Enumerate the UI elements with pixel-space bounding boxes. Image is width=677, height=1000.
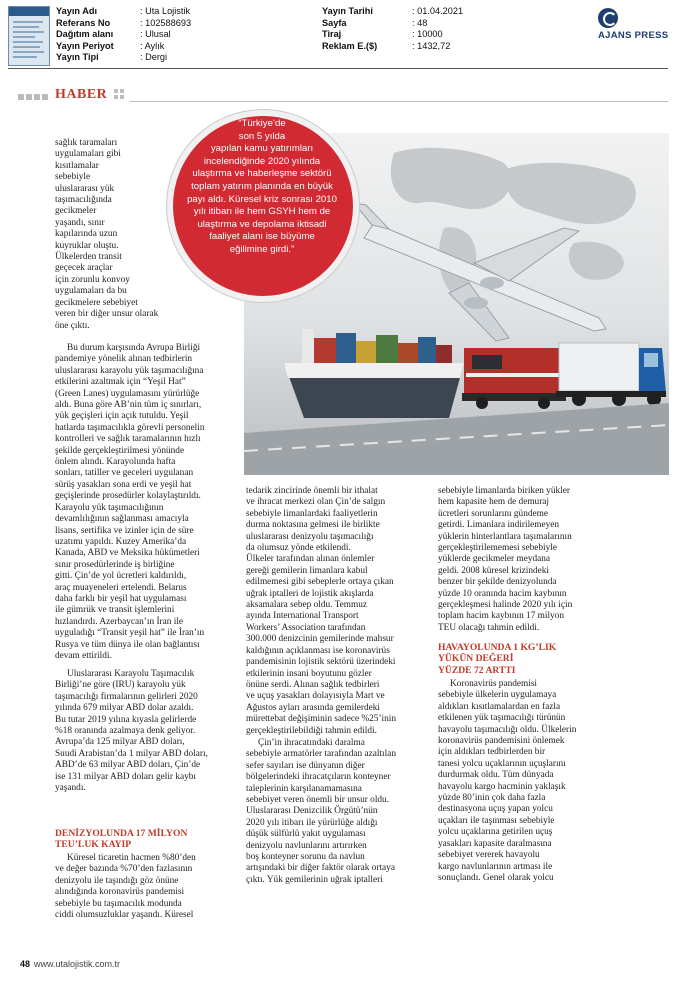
text-line: kuyruklar oluştu.: [55, 240, 119, 251]
text-line: ücretleri sorunlarını gündeme: [438, 508, 548, 519]
meta-value: : 102588693: [140, 17, 192, 28]
text-line: gerçekleştirilememesi sebebiyle: [438, 543, 558, 554]
text-line: destinasyona uçuş yapan yolcu: [438, 804, 553, 815]
text-line: sebebiyet vererek havayolu: [438, 850, 540, 861]
text-line: daha farklı bir yeşil hat uygulaması: [55, 593, 187, 604]
text-line: Birliği’ne göre (IRU) karayolu yük: [55, 680, 186, 691]
text-line: Karayolu yük taşımacılığının: [55, 502, 164, 513]
text-line: sebebiyle ülkelerin uygulamaya: [438, 690, 557, 701]
text-line: yolcu uçaklarına getirilen uçuş: [438, 827, 553, 838]
section-square: [42, 94, 48, 100]
text-line: da olumsuz yönde etkilendi.: [246, 543, 351, 554]
text-line: mürettebat değişiminin sadece %25’inin: [246, 714, 396, 725]
text-line: havayolu kargo hacminin yaklaşık: [438, 781, 566, 792]
meta-value: : Aylık: [140, 40, 165, 51]
text-line: önüne serdi. Alınan sağlık tedbirleri: [246, 679, 380, 690]
text-line: için zorunlu konvoy: [55, 274, 130, 285]
section-square: [26, 94, 32, 100]
column-2-paragraph-1: [246, 486, 436, 737]
text-line: şekilde gerçekleştirilmesi yönünde: [55, 445, 185, 456]
text-line: taleplerinin karşılanamamasına: [246, 783, 362, 794]
meta-value: : 48: [412, 17, 428, 28]
text-line: edilmemesi gibi sebeplerle ortaya çıkan: [246, 577, 394, 588]
text-line: Suudi Arabistan’da 1 milyar ABD doları,: [55, 748, 208, 759]
text-line: TEU olacağı tahmin edildi.: [438, 622, 540, 633]
text-line: Uluslararası Denizcilik Örgütü’nün: [246, 806, 378, 817]
text-line: öne çıktı.: [55, 320, 90, 331]
meta-row: [56, 29, 191, 41]
column-1-paragraph-3: [55, 669, 241, 794]
text-line: bölgelerindeki ihracatçıların konteyner: [246, 772, 391, 783]
meta-row: [322, 29, 463, 41]
text-line: havayolu taşımacılığı oldu. Ülkelerin: [438, 724, 577, 735]
text-line: taşımacılığı firmalarının gelirleri 2020: [55, 691, 198, 702]
text-line: ve değer bazında %70’den fazlasının: [55, 864, 193, 875]
text-line: Koronavirüs pandemisi: [450, 679, 538, 689]
text-line: etkilerini azaltmak için “Yeşil Hat”: [55, 377, 186, 388]
text-line: hatlarda taşımacılıkla görevli personelin: [55, 422, 205, 433]
meta-row: [322, 41, 463, 53]
quote-line: yılı itibarı ile hem GSYH hem de: [193, 206, 331, 218]
quote-line: yapılan kamu yatırımları: [210, 143, 314, 155]
text-line: devamlılığının sağlanması amacıyla: [55, 514, 189, 525]
text-line: %18 oranında azalmaya denk geliyor.: [55, 726, 196, 737]
text-line: sınır prosedürlerinde iş birliğine: [55, 559, 175, 570]
quote-line: eğilimine girdi.”: [229, 243, 295, 255]
text-line: koronavirüs pandemisini önlemek: [438, 736, 565, 747]
text-line: aldı. Buna göre AB’nin tüm iç sınırları,: [55, 400, 202, 411]
meta-label: Reklam E.($): [322, 40, 378, 51]
heading-line: TEU’LUK KAYIP: [55, 839, 132, 851]
text-line: yılında 679 milyar ABD dolar azaldı.: [55, 703, 194, 714]
meta-label: Dağıtım alanı: [56, 29, 114, 40]
text-line: yüklerde gecikmeler meydana: [438, 554, 551, 565]
text-line: pandemisinin lojistik sektörü üzerindeki: [246, 657, 396, 668]
quote-line: toplam yatırım planında en büyük: [191, 180, 333, 192]
text-line: tedarik zincirinde önemli bir ithalat: [246, 486, 378, 496]
heading-havayolu: [438, 642, 628, 676]
column-3-paragraph-2: [438, 679, 628, 884]
text-line: kısıtlamalar: [55, 160, 99, 171]
text-line: denizyolu navlunlarını artırırken: [246, 840, 367, 851]
text-line: aksamalara sebep oldu. Temmuz: [246, 600, 368, 611]
text-line: tanesi yolcu uçaklarının uçuşlarını: [438, 758, 566, 769]
column-2-paragraph-2: [246, 738, 436, 886]
text-line: Ülkelerden transit: [55, 252, 122, 263]
text-line: etkilerinin insani boyutunu gözler: [246, 668, 372, 679]
text-line: veren bir diğer unsur olarak: [55, 309, 159, 320]
text-line: Kanada, ABD ve Meksika hükümetleri: [55, 548, 200, 559]
text-line: denizyolu ile taşındığı göz önüne: [55, 875, 179, 886]
quote-line: ulaştırma ve depolama iktisadi: [197, 218, 327, 230]
meta-row: [322, 18, 463, 30]
text-line: Rusya ve tüm dünya ile olan bağlantısı: [55, 639, 200, 650]
text-line: boş konteyner sorunu da navlun: [246, 852, 365, 863]
quote-line: payı aldı. Küresel kriz sonrası 2010: [187, 193, 337, 205]
publication-thumbnail: [8, 6, 50, 66]
meta-row: [56, 6, 191, 18]
text-line: yüzde 10 oranında hacim kaybının: [438, 588, 567, 599]
text-line: taşımacılığında: [55, 195, 112, 206]
meta-label: Tiraj: [322, 29, 342, 40]
text-line: alındığında koronavirüs pandemisi: [55, 887, 185, 898]
quote-line: incelendiğinde 2020 yılında: [203, 155, 321, 167]
text-line: için aldıkları tedbirlerden bir: [438, 747, 546, 758]
text-line: lisans, sertifika ve izinler için de süre: [55, 525, 194, 536]
text-line: geldi. 2008 küresel krizindeki: [438, 565, 550, 576]
meta-label: Yayın Adı: [56, 6, 98, 16]
text-line: hızlandırdı. Azerbaycan’ın İran ile: [55, 616, 184, 627]
text-line: sebebiyet veren önemli bir unsur oldu.: [246, 795, 390, 806]
text-line: kapılarında uzun: [55, 229, 118, 240]
text-line: ayında International Transport: [246, 611, 359, 622]
quote-line: faaliyet alanı ise büyüme: [209, 231, 315, 243]
meta-right: [322, 6, 463, 52]
text-line: yüklerin hinterlantlara taşımalarının: [438, 531, 572, 542]
text-line: (Green Lanes) uygulamasını yürürlüğe: [55, 388, 200, 399]
meta-row: [56, 41, 191, 53]
text-line: pandemiye yönelik alınan tedbirlerin: [55, 354, 193, 365]
meta-row: [56, 52, 191, 64]
text-line: Çin’in ihracatındaki daralma: [258, 738, 365, 748]
meta-value: : 01.04.2021: [412, 6, 464, 16]
heading-line: DENİZYOLUNDA 17 MİLYON: [55, 828, 188, 839]
text-line: Bu durum karşısında Avrupa Birliği: [67, 343, 201, 353]
meta-value: : Uta Lojistik: [140, 6, 191, 16]
section-square: [34, 94, 40, 100]
text-line: Uluslararası Karayolu Taşımacılık: [67, 669, 195, 679]
text-line: sonları, tatiller ve geceleri uygulanan: [55, 468, 194, 479]
text-line: ile gümrük ve transit işlemlerini: [55, 605, 175, 616]
quote-line: ulaştırma ve haberleşme sektörü: [192, 168, 332, 180]
text-line: durma noktasına gelmesi ile birlikte: [246, 520, 380, 531]
text-line: uluslararası yük: [55, 183, 115, 194]
text-line: sebebiyle limanlardaki faaliyetlerin: [246, 508, 378, 519]
header-divider: [8, 68, 668, 69]
text-line: gerçekleştirilebildiği tahmin edildi.: [246, 725, 377, 736]
text-line: Avrupa’da 125 milyar ABD doları,: [55, 737, 185, 748]
quote-line: son 5 yılda: [238, 130, 286, 142]
text-line: kontrolleri ve sağlık taramalarının hızlı: [55, 434, 201, 445]
text-line: aldıkları kısıtlamalardan en fazla: [438, 701, 561, 712]
text-line: uçakları ile taşınması sebebiyle: [438, 815, 555, 826]
text-line: geçişlerinde prosedürler kolaylaştırıldı.: [55, 491, 201, 502]
text-line: sefer sayıları ise dünyanın diğer: [246, 760, 365, 771]
meta-value: : Dergi: [140, 52, 168, 63]
page-number: 48: [20, 959, 31, 969]
ajans-press-logo: AJANS PRESS: [598, 8, 668, 42]
section-grid-icon: [114, 89, 125, 100]
meta-row: [56, 18, 191, 30]
section-square: [18, 94, 24, 100]
text-line: uygulamaları da bu: [55, 286, 127, 297]
column-1-narrow: [55, 138, 170, 332]
text-line: gecikmeler: [55, 206, 97, 217]
text-line: uluslararası denizyolu taşımacılığı: [246, 531, 374, 542]
text-line: ve ihracat merkezi olan Çin’de salgın: [246, 497, 386, 508]
column-3-paragraph-1: [438, 486, 628, 634]
text-line: araç muayeneleri ertelendi. Belarus: [55, 582, 187, 593]
text-line: uluslararası karayolu yük taşımacılığına: [55, 365, 204, 376]
column-1-paragraph-4: [55, 853, 241, 921]
page-footer: [20, 959, 120, 969]
meta-value: : 10000: [412, 29, 443, 40]
text-line: sağlık taramaları: [55, 138, 118, 148]
text-line: düşük sülfürlü yakıt uygulaması: [246, 829, 366, 840]
meta-label: Yayın Tipi: [56, 52, 99, 63]
heading-line: YÜKÜN DEĞERİ: [438, 653, 514, 665]
text-line: çıktı. Yük gemilerinin uğrak iptalleri: [246, 874, 383, 885]
text-line: ciddi olumsuzluklar yaşandı. Küresel: [55, 910, 194, 921]
text-line: hem kapasite hem de demuraj: [438, 497, 550, 508]
text-line: sebebiyle bu taşımacılık modunda: [55, 898, 182, 909]
text-line: 300.000 denizcinin gemilerinde mahsur: [246, 634, 394, 645]
text-line: yaşandı.: [55, 783, 86, 794]
text-line: Ağustos ayları arasında gemilerdeki: [246, 702, 380, 713]
text-line: sebebiyle armatörler tarafından azaltılan: [246, 749, 396, 760]
quote-line: “Türkiye’de: [238, 118, 286, 129]
text-line: gereği gemilerin limanlara kabul: [246, 565, 368, 576]
text-line: yaşandı, sınır: [55, 217, 105, 228]
text-line: durdurmak oldu. Tüm dünyada: [438, 770, 554, 781]
heading-line: YÜZDE 72 ARTTI: [438, 664, 516, 676]
text-line: devam ettirildi.: [55, 650, 112, 661]
text-line: uzatımı yapıldı. Kuzey Amerika’da: [55, 536, 187, 547]
meta-left: [56, 6, 191, 64]
meta-row: [322, 6, 463, 18]
text-line: toplam hacim kaybının 17 milyon: [438, 611, 565, 622]
meta-label: Referans No: [56, 17, 111, 28]
text-line: kaldığının açıklanması ise koronavirüs: [246, 645, 390, 656]
text-line: uygulamaları gibi: [55, 149, 121, 160]
text-line: sebebiyle: [55, 172, 91, 183]
text-line: uğrak iptalleri de lojistik akışlarda: [246, 588, 374, 599]
text-line: 2020 yılı itibarı ile yürürlüğe aldığı: [246, 817, 378, 828]
pull-quote: [181, 118, 343, 257]
text-line: Bu tutar 2019 yılına kıyasla gelirlerde: [55, 714, 197, 725]
text-line: Ülkeler tarafından alınan önlemler: [246, 554, 375, 565]
meta-value: : 1432,72: [412, 40, 451, 51]
text-line: geçecek araçlar: [55, 263, 113, 274]
text-line: Küresel ticaretin hacmen %80’den: [67, 853, 196, 863]
section-title: HABER: [55, 87, 108, 102]
text-line: artışındaki bir diğer faktör olarak ortaya: [246, 863, 395, 874]
text-line: gerçekleşmesi halinde 2020 yılı için: [438, 600, 573, 611]
meta-value: : Ulusal: [140, 29, 171, 40]
text-line: ise 131 milyar ABD doları gelir kaybı: [55, 771, 196, 782]
text-line: getirdi. Limanlara indirilemeyen: [438, 520, 560, 531]
text-line: gitti. Çin’de yol ücretleri kaldırıldı,: [55, 571, 187, 582]
heading-denizyolu: [55, 828, 241, 851]
column-1-paragraph-2: [55, 343, 241, 662]
footer-url: www.utalojistik.com.tr: [34, 959, 121, 969]
heading-line: HAVAYOLUNDA 1 KG’LIK: [438, 642, 557, 653]
text-line: sürüş yasakları sona erdi ve yeşil hat: [55, 479, 192, 490]
text-line: yüzde 80’inin çok daha fazla: [438, 793, 546, 804]
meta-label: Yayın Periyot: [56, 40, 114, 51]
meta-label: Sayfa: [322, 17, 347, 28]
text-line: önlem alındı. Karayolunda hafta: [55, 457, 176, 468]
text-line: kargo navlunlarının artması ile: [438, 861, 553, 872]
text-line: benzer bir şekilde denizyolunda: [438, 577, 557, 588]
text-line: yasakları kapasite daralmasına: [438, 838, 552, 849]
text-line: uyguladığı “Transit yeşil hat” ile İran’ın: [55, 628, 205, 639]
text-line: ABD’de 63 milyar ABD doları, Çin’de: [55, 760, 201, 771]
section-divider: [130, 101, 668, 102]
text-line: Workers’ Association tarafından: [246, 622, 366, 633]
meta-label: Yayın Tarihi: [322, 6, 373, 16]
text-line: gecikmelere sebebiyet: [55, 297, 138, 308]
text-line: sebebiyle limanlarda biriken yükler: [438, 486, 570, 496]
text-line: etkilenen yük taşımacılığı türünün: [438, 713, 566, 724]
text-line: sonuçlandı. Genel olarak yolcu: [438, 872, 554, 883]
text-line: ve uçuş yasakları dolayısıyla Mart ve: [246, 691, 385, 702]
text-line: yük geçişleri için açık tutuldu. Yeşil: [55, 411, 189, 422]
